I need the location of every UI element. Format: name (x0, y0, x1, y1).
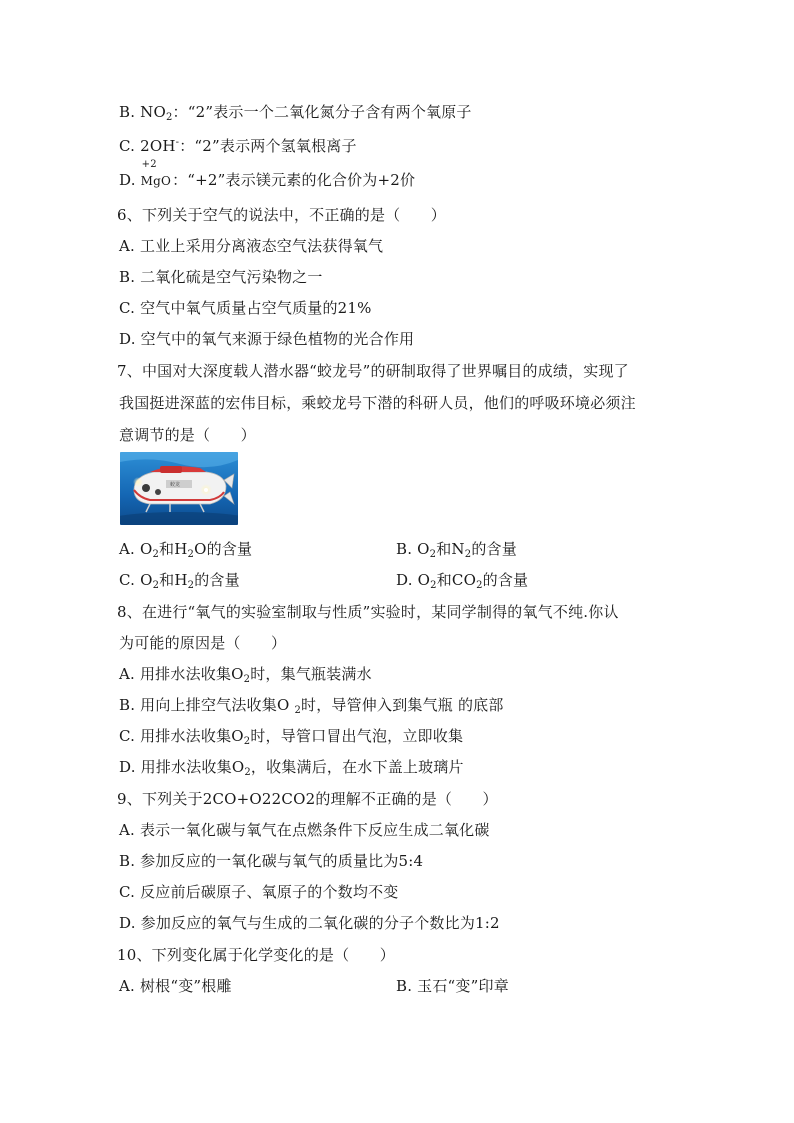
q8-a-t2: 时，集气瓶装满水 (250, 665, 372, 683)
q5-b-text: ：“2”表示一个二氧化氮分子含有两个氧原子 (172, 103, 472, 121)
q10-option-b: B. 玉石“变”印章 (396, 977, 509, 995)
q7-stem-line3: 意调节的是（ ） (119, 426, 256, 444)
q5-c-text: ：“2”表示两个氢氧根离子 (179, 137, 357, 155)
q7-d-s1: 2 (430, 580, 437, 591)
q7-option-d (396, 570, 528, 596)
q9-stem: 9、下列关于2CO+O22CO2的理解不正确的是（ ） (117, 790, 498, 808)
q8-c-t2: 时，导管口冒出气泡，立即收集 (250, 727, 464, 745)
q6-option-b: B. 二氧化硫是空气污染物之一 (119, 268, 323, 286)
q5-option-b (119, 102, 472, 128)
q8-b-t2: 时，导管伸入到集气瓶 的底部 (301, 696, 504, 714)
q7-a-t3: O的含量 (194, 540, 253, 558)
q7-d-t2: 和CO (436, 571, 477, 589)
mgo-formula (140, 159, 172, 191)
q7-a-s2: 2 (187, 549, 195, 560)
q7-d-t1: D. O (396, 571, 431, 589)
q8-option-b (119, 695, 504, 721)
q5-d-prefix: D. (119, 171, 136, 189)
q6-stem: 6、下列关于空气的说法中，不正确的是（ ） (117, 206, 446, 224)
q8-stem-line1: 8、在进行“氧气的实验室制取与性质”实验时，某同学制得的氧气不纯.你认 (117, 603, 619, 621)
submarine-illustration (120, 452, 238, 525)
q10-stem: 10、下列变化属于化学变化的是（ ） (117, 946, 395, 964)
q5-d-text: ：“+2”表示镁元素的化合价为+2价 (172, 171, 416, 189)
q5-b-subscript: 2 (165, 112, 173, 123)
q8-a-sub: 2 (243, 674, 251, 685)
q8-b-sub: 2 (294, 705, 301, 716)
q8-option-a (119, 664, 372, 690)
q7-c-t3: 的含量 (194, 571, 240, 589)
q7-a-s1: 2 (152, 549, 160, 560)
q8-a-t1: A. 用排水法收集O (119, 665, 244, 683)
q7-c-s2: 2 (187, 580, 195, 591)
q5-c-prefix: C. 2OH (119, 137, 176, 155)
svg-text:蛟龙: 蛟龙 (170, 482, 181, 488)
q7-b-s2: 2 (464, 549, 472, 560)
q9-option-d: D. 参加反应的氧气与生成的二氧化碳的分子个数比为1:2 (119, 914, 500, 932)
q6-option-d: D. 空气中的氧气来源于绿色植物的光合作用 (119, 330, 415, 348)
q7-stem-line1: 7、中国对大深度载人潜水器“蛟龙号”的研制取得了世界嘱目的成绩，实现了 (117, 362, 629, 380)
submarine-image (120, 452, 238, 525)
q8-c-t1: C. 用排水法收集O (119, 727, 244, 745)
mgo-text: MgO (140, 174, 172, 188)
q9-option-c: C. 反应前后碳原子、氧原子的个数均不变 (119, 883, 399, 901)
q7-a-t2: 和H (159, 540, 188, 558)
q8-d-sub: 2 (244, 767, 251, 778)
q8-b-t1: B. 用向上排空气法收集O (119, 696, 295, 714)
valence-mark: +2 (141, 159, 157, 170)
q7-c-t1: C. O (119, 571, 153, 589)
q9-option-a: A. 表示一氧化碳与氧气在点燃条件下反应生成二氧化碳 (119, 821, 490, 839)
q7-b-t3: 的含量 (471, 540, 517, 558)
q6-option-c: C. 空气中氧气质量占空气质量的21% (119, 299, 372, 317)
q7-d-t3: 的含量 (482, 571, 529, 589)
q5-b-prefix: B. NO (119, 103, 166, 121)
q6-option-a: A. 工业上采用分离液态空气法获得氧气 (119, 237, 384, 255)
q7-option-c (119, 570, 240, 596)
q5-c-superscript: - (175, 137, 180, 148)
q7-b-t1: B. O (396, 540, 430, 558)
q7-b-s1: 2 (429, 549, 437, 560)
q7-b-t2: 和N (436, 540, 465, 558)
q10-option-a: A. 树根“变”根雕 (119, 977, 232, 995)
q7-c-t2: 和H (159, 571, 188, 589)
q7-option-a (119, 539, 252, 565)
q8-c-sub: 2 (243, 736, 251, 747)
q8-stem-line2: 为可能的原因是（ ） (119, 634, 287, 652)
q8-d-t1: D. 用排水法收集O (119, 758, 245, 776)
q8-option-d (119, 757, 464, 783)
q8-d-t2: ，收集满后，在水下盖上玻璃片 (250, 758, 464, 776)
q5-option-c (119, 133, 357, 156)
q7-d-s2: 2 (476, 580, 483, 591)
q7-option-b (396, 539, 517, 565)
q7-a-t1: A. O (119, 540, 153, 558)
q9-option-b: B. 参加反应的一氧化碳与氧气的质量比为5:4 (119, 852, 424, 870)
q8-option-c (119, 726, 463, 752)
q7-c-s1: 2 (152, 580, 160, 591)
q5-option-d (119, 159, 416, 191)
q7-stem-line2: 我国挺进深蓝的宏伟目标，乘蛟龙号下潜的科研人员，他们的呼吸环境必须注 (119, 394, 636, 412)
